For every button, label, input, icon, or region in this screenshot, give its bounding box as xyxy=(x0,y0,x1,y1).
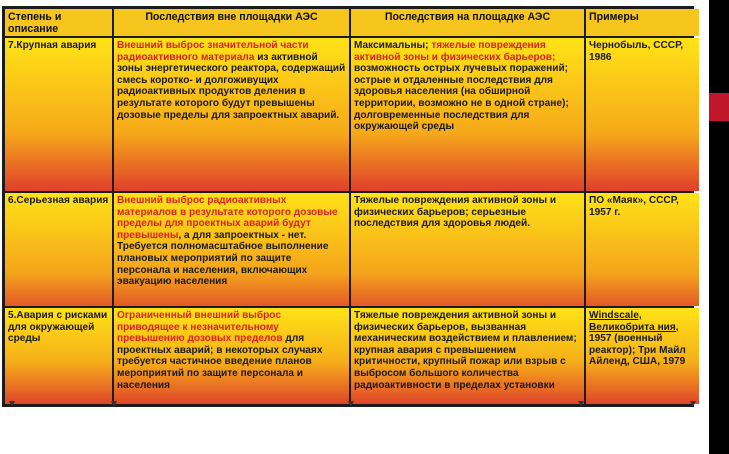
down-arrow-icon xyxy=(348,401,354,407)
cell-offsite xyxy=(114,193,349,306)
header-examples: Примеры xyxy=(586,9,699,36)
offsite-highlight: Внешний выброс радиоактивных материалов в результате которого дозовые пределы для проектных аварий будут превышены xyxy=(117,195,338,241)
down-arrow-icon xyxy=(9,401,15,407)
cell-example xyxy=(586,308,699,404)
slide-accent-block xyxy=(709,93,729,121)
down-arrow-icon xyxy=(578,401,584,407)
cell-offsite xyxy=(114,38,349,191)
cell-onsite: Тяжелые повреждения активной зоны и физических барьеров, вызванная механическим воздействием и плавлением; крупная авария с превышением критичности, крупный пожар или взрыв с выбросом большого количества радиоактивности в пределах установки xyxy=(351,308,584,404)
offsite-text: для проектных аварий; в некоторых случаях требуется частичное введение планов мероприятий по защите персонала и населения xyxy=(117,333,323,391)
table-row-level-7 xyxy=(5,38,699,191)
down-arrow-icon xyxy=(690,401,696,407)
down-arrow-icon xyxy=(111,401,117,407)
onsite-highlight: тяжелые повреждения активной зоны и физических барьеров; xyxy=(354,40,556,63)
cell-onsite xyxy=(351,38,584,191)
offsite-text: , а для запроектных - нет. Требуется полномасштабное выполнение плановых мероприятий по защите персонала и населения, включающих эвакуацию населения xyxy=(117,229,329,288)
ines-scale-table xyxy=(2,6,694,407)
cell-example: Чернобыль, СССР, 1986 xyxy=(586,38,699,191)
header-level: Степень и описание xyxy=(5,9,112,36)
slide-side-bar xyxy=(709,0,729,454)
header-onsite: Последствия на площадке АЭС xyxy=(351,9,584,36)
cell-level: 6.Серьезная авария xyxy=(5,193,112,306)
onsite-pre: Максимальны; xyxy=(354,40,432,51)
example-text: 1957 (военный реактор); Три Майл Айленд, США, 1979 xyxy=(589,333,686,368)
offsite-highlight: Ограниченный внешний выброс приводящее к незначительному превышению дозовых пределов xyxy=(117,310,283,345)
table-header-row xyxy=(5,9,699,36)
onsite-text: возможность острых лучевых поражений; острые и отдаленные последствия для здоровья населения (на обширной территории, возможно не в одной стране); долговременные последствия для окружающей среды xyxy=(354,63,569,133)
cell-offsite xyxy=(114,308,349,404)
example-link[interactable]: Windscale, Великобрита ния, xyxy=(589,310,679,333)
offsite-text: из активной зоны энергетического реактора, содержащий смесь коротко- и долгоживущих радиоактивных продуктов деления в результате которого будут превышены дозовые пределы для запроектных аварий. xyxy=(117,51,346,121)
header-offsite: Последствия вне площадки АЭС xyxy=(114,9,349,36)
ines-table xyxy=(3,7,701,406)
cell-onsite: Тяжелые повреждения активной зоны и физических барьеров; серьезные последствия для здоровья людей. xyxy=(351,193,584,306)
offsite-highlight: Внешний выброс значительной части радиоактивного материала xyxy=(117,40,309,63)
cell-example: ПО «Маяк», СССР, 1957 г. xyxy=(586,193,699,306)
cell-level: 7.Крупная авария xyxy=(5,38,112,191)
table-row-level-5 xyxy=(5,308,699,404)
table-row-level-6 xyxy=(5,193,699,306)
cell-level: 5.Авария с рисками для окружающей среды xyxy=(5,308,112,404)
